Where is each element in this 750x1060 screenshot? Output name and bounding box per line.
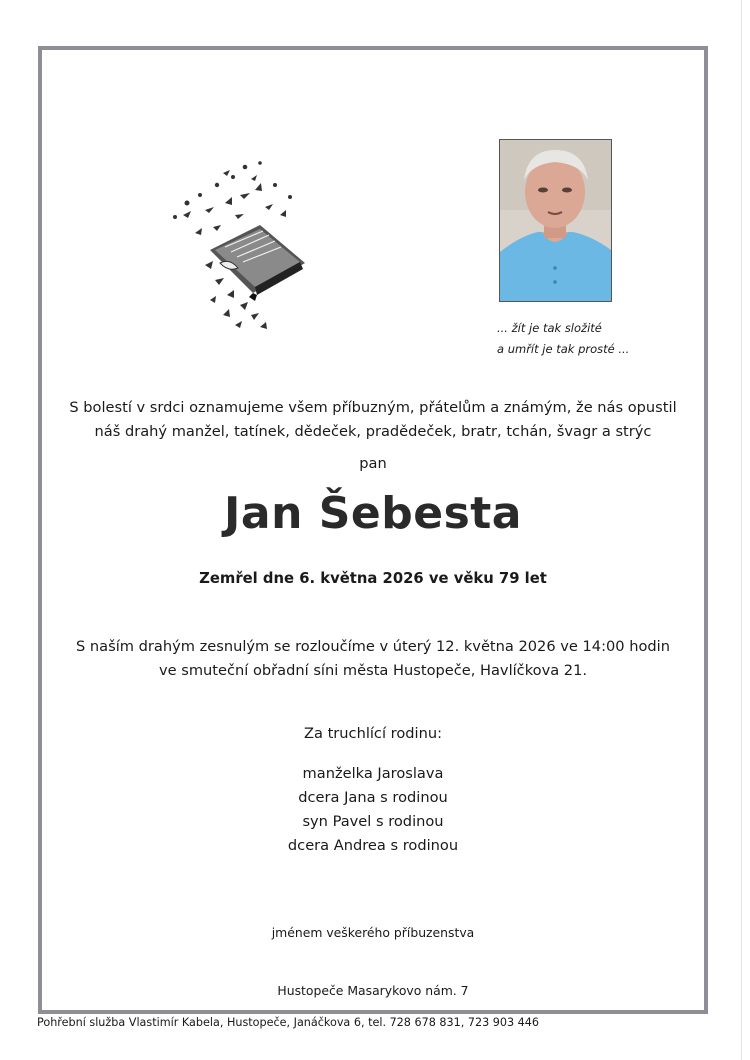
portrait-icon [500,140,611,301]
announcement-line-1: S bolestí v srdci oznamujeme všem příbuzným, přátelům a známým, že nás opustil [69,399,677,416]
death-date: Zemřel dne 6. května 2026 ve věku 79 let [199,570,547,587]
mourner-4: dcera Andrea s rodinou [287,837,459,854]
mourners-list [42,762,704,858]
quote-line-2: a umřít je tak prosté ... [497,342,630,356]
announcement-line-2: náš drahý manžel, tatínek, dědeček, pradědeček, bratr, tchán, švagr a strýc [94,423,652,440]
address-line: Hustopeče Masarykovo nám. 7 [277,983,469,998]
funeral-service-footer: Pohřební služba Vlastimír Kabela, Hustopeče, Janáčkova 6, tel. 728 678 831, 723 903 446 [37,1016,540,1029]
scan-edge-line [741,0,742,1060]
ceremony-line-2: ve smuteční obřadní síni města Hustopeče, Havlíčkova 21. [158,662,587,679]
mourner-2: dcera Jana s rodinou [298,789,448,806]
mourner-1: manželka Jaroslava [302,765,444,782]
announcement-text [42,396,704,444]
relatives-line: jménem veškerého příbuzenstva [271,925,475,940]
ceremony-text [42,635,704,683]
portrait-photo [499,139,612,302]
deceased-name: Jan Šebesta [224,488,522,539]
quote-line-1: ... žít je tak složité [497,321,602,335]
epitaph-quote [497,318,697,360]
ceremony-line-1: S naším drahým zesnulým se rozloučíme v úterý 12. května 2026 ve 14:00 hodin [76,638,670,655]
mourner-3: syn Pavel s rodinou [302,813,444,830]
book-leaves-ornament-icon [165,155,315,335]
honorific: pan [359,455,387,472]
mourners-heading: Za truchlící rodinu: [304,725,442,742]
